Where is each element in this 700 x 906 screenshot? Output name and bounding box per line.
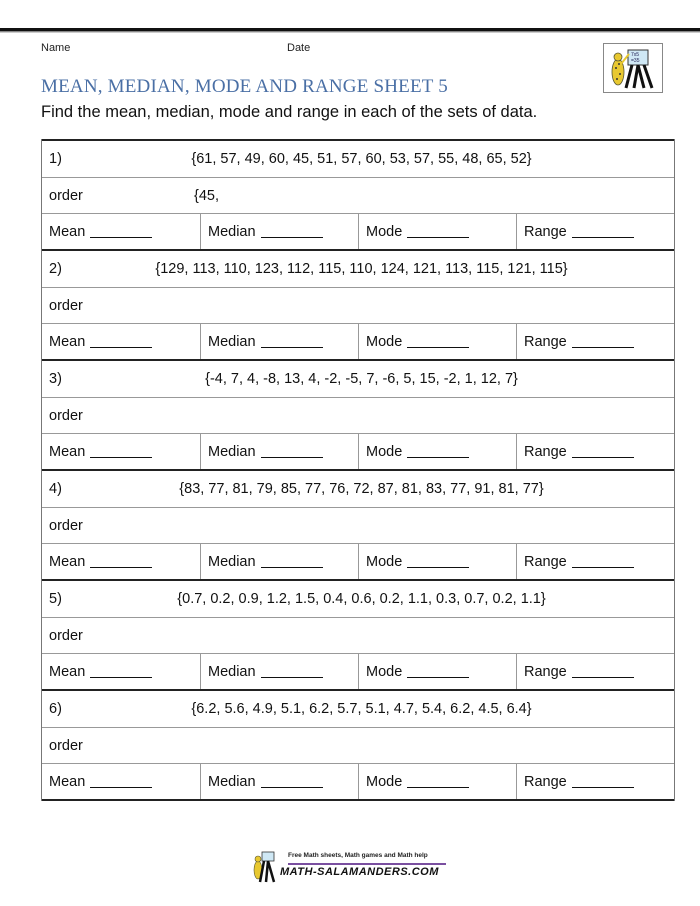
mode-answer-blank[interactable]: [407, 335, 469, 348]
answers-row: [42, 653, 674, 689]
mean-cell[interactable]: [42, 214, 200, 249]
order-label: order: [49, 737, 83, 754]
problem-number: 6): [49, 701, 62, 717]
median-cell[interactable]: [200, 544, 358, 579]
order-row[interactable]: [42, 397, 674, 433]
range-label: Range: [524, 663, 567, 680]
mean-answer-blank[interactable]: [90, 775, 152, 788]
mean-label: Mean: [49, 663, 86, 680]
answers-row: [42, 323, 674, 359]
footer-logo: [250, 850, 450, 886]
answers-row: [42, 543, 674, 579]
range-answer-blank[interactable]: [572, 335, 634, 348]
instructions: Find the mean, median, mode and range in each of the sets of data.: [41, 103, 538, 121]
mean-answer-blank[interactable]: [90, 335, 152, 348]
data-set: {83, 77, 81, 79, 85, 77, 76, 72, 87, 81, 83, 77, 91, 81, 77}: [179, 481, 544, 497]
order-row[interactable]: [42, 287, 674, 323]
answers-row: [42, 213, 674, 249]
median-answer-blank[interactable]: [261, 555, 323, 568]
mean-cell[interactable]: [42, 434, 200, 469]
range-label: Range: [524, 333, 567, 350]
page-title: MEAN, MEDIAN, MODE AND RANGE SHEET 5: [41, 76, 448, 97]
data-set: {6.2, 5.6, 4.9, 5.1, 6.2, 5.7, 5.1, 4.7, 5.4, 6.2, 4.5, 6.4}: [191, 701, 532, 717]
range-label: Range: [524, 553, 567, 570]
mode-answer-blank[interactable]: [407, 555, 469, 568]
median-answer-blank[interactable]: [261, 445, 323, 458]
data-set: {129, 113, 110, 123, 112, 115, 110, 124, 121, 113, 115, 121, 115}: [155, 261, 568, 277]
mean-label: Mean: [49, 773, 86, 790]
range-cell[interactable]: [516, 654, 674, 689]
data-set: {-4, 7, 4, -8, 13, 4, -2, -5, 7, -6, 5, 15, -2, 1, 12, 7}: [205, 371, 518, 387]
range-label: Range: [524, 223, 567, 240]
mode-answer-blank[interactable]: [407, 225, 469, 238]
median-answer-blank[interactable]: [261, 775, 323, 788]
range-answer-blank[interactable]: [572, 555, 634, 568]
order-label: order: [49, 297, 83, 314]
mode-label: Mode: [366, 223, 403, 240]
range-label: Range: [524, 773, 567, 790]
problem-sheet: [41, 139, 675, 801]
problem-group: [42, 249, 674, 359]
median-answer-blank[interactable]: [261, 225, 323, 238]
median-answer-blank[interactable]: [261, 665, 323, 678]
median-label: Median: [208, 663, 256, 680]
mean-answer-blank[interactable]: [90, 445, 152, 458]
problem-number: 2): [49, 261, 62, 277]
order-row[interactable]: [42, 727, 674, 763]
problem-group: [42, 359, 674, 469]
footer-site-link[interactable]: MATH-SALAMANDERS.COM: [280, 866, 439, 878]
mode-label: Mode: [366, 773, 403, 790]
median-answer-blank[interactable]: [261, 335, 323, 348]
median-label: Median: [208, 773, 256, 790]
median-cell[interactable]: [200, 654, 358, 689]
mean-answer-blank[interactable]: [90, 665, 152, 678]
mode-answer-blank[interactable]: [407, 775, 469, 788]
mode-label: Mode: [366, 333, 403, 350]
mean-label: Mean: [49, 553, 86, 570]
problem-number: 4): [49, 481, 62, 497]
order-label: order: [49, 627, 83, 644]
svg-text:=35: =35: [631, 58, 640, 64]
data-set: {0.7, 0.2, 0.9, 1.2, 1.5, 0.4, 0.6, 0.2, 1.1, 0.3, 0.7, 0.2, 1.1}: [177, 591, 546, 607]
dataset-row: [42, 251, 674, 287]
problem-group: [42, 469, 674, 579]
mean-cell[interactable]: [42, 654, 200, 689]
median-label: Median: [208, 553, 256, 570]
mean-answer-blank[interactable]: [90, 225, 152, 238]
mode-label: Mode: [366, 663, 403, 680]
order-row[interactable]: [42, 617, 674, 653]
range-cell[interactable]: [516, 764, 674, 799]
dataset-row: [42, 141, 674, 177]
median-label: Median: [208, 333, 256, 350]
median-cell[interactable]: [200, 214, 358, 249]
dataset-row: [42, 581, 674, 617]
order-label: order: [49, 517, 83, 534]
mean-cell[interactable]: [42, 764, 200, 799]
mode-cell[interactable]: [358, 214, 516, 249]
median-label: Median: [208, 223, 256, 240]
salamander-logo-icon: [603, 43, 663, 93]
problem-number: 1): [49, 151, 62, 167]
problem-number: 3): [49, 371, 62, 387]
mode-cell[interactable]: [358, 544, 516, 579]
range-answer-blank[interactable]: [572, 445, 634, 458]
date-label: Date: [287, 42, 311, 54]
median-cell[interactable]: [200, 434, 358, 469]
median-cell[interactable]: [200, 764, 358, 799]
problem-group: [42, 689, 674, 801]
range-cell[interactable]: [516, 214, 674, 249]
mean-label: Mean: [49, 223, 86, 240]
footer-tagline: Free Math sheets, Math games and Math help: [288, 852, 428, 859]
mode-label: Mode: [366, 553, 403, 570]
order-label: order: [49, 187, 83, 204]
salamander-footer-icon: [250, 850, 280, 884]
range-cell[interactable]: [516, 324, 674, 359]
problem-group: [42, 139, 674, 249]
problem-number: 5): [49, 591, 62, 607]
answers-row: [42, 763, 674, 799]
mean-label: Mean: [49, 333, 86, 350]
footer-divider: [288, 863, 446, 865]
order-label: order: [49, 407, 83, 424]
mode-answer-blank[interactable]: [407, 445, 469, 458]
median-label: Median: [208, 443, 256, 460]
mode-label: Mode: [366, 443, 403, 460]
mean-cell[interactable]: [42, 544, 200, 579]
order-row[interactable]: [42, 177, 674, 213]
dataset-row: [42, 471, 674, 507]
range-cell[interactable]: [516, 434, 674, 469]
order-answer-field[interactable]: {45,: [194, 187, 219, 204]
mode-cell[interactable]: [358, 654, 516, 689]
range-cell[interactable]: [516, 544, 674, 579]
median-cell[interactable]: [200, 324, 358, 359]
range-answer-blank[interactable]: [572, 665, 634, 678]
problem-group: [42, 579, 674, 689]
range-answer-blank[interactable]: [572, 225, 634, 238]
svg-text:7x5: 7x5: [631, 52, 640, 58]
name-label: Name: [41, 42, 71, 54]
mean-label: Mean: [49, 443, 86, 460]
mode-answer-blank[interactable]: [407, 665, 469, 678]
mode-cell[interactable]: [358, 434, 516, 469]
data-set: {61, 57, 49, 60, 45, 51, 57, 60, 53, 57, 55, 48, 65, 52}: [191, 151, 532, 167]
answers-row: [42, 433, 674, 469]
mean-answer-blank[interactable]: [90, 555, 152, 568]
range-label: Range: [524, 443, 567, 460]
mode-cell[interactable]: [358, 764, 516, 799]
dataset-row: [42, 361, 674, 397]
top-rule: [0, 28, 700, 31]
order-row[interactable]: [42, 507, 674, 543]
mean-cell[interactable]: [42, 324, 200, 359]
range-answer-blank[interactable]: [572, 775, 634, 788]
mode-cell[interactable]: [358, 324, 516, 359]
dataset-row: [42, 691, 674, 727]
